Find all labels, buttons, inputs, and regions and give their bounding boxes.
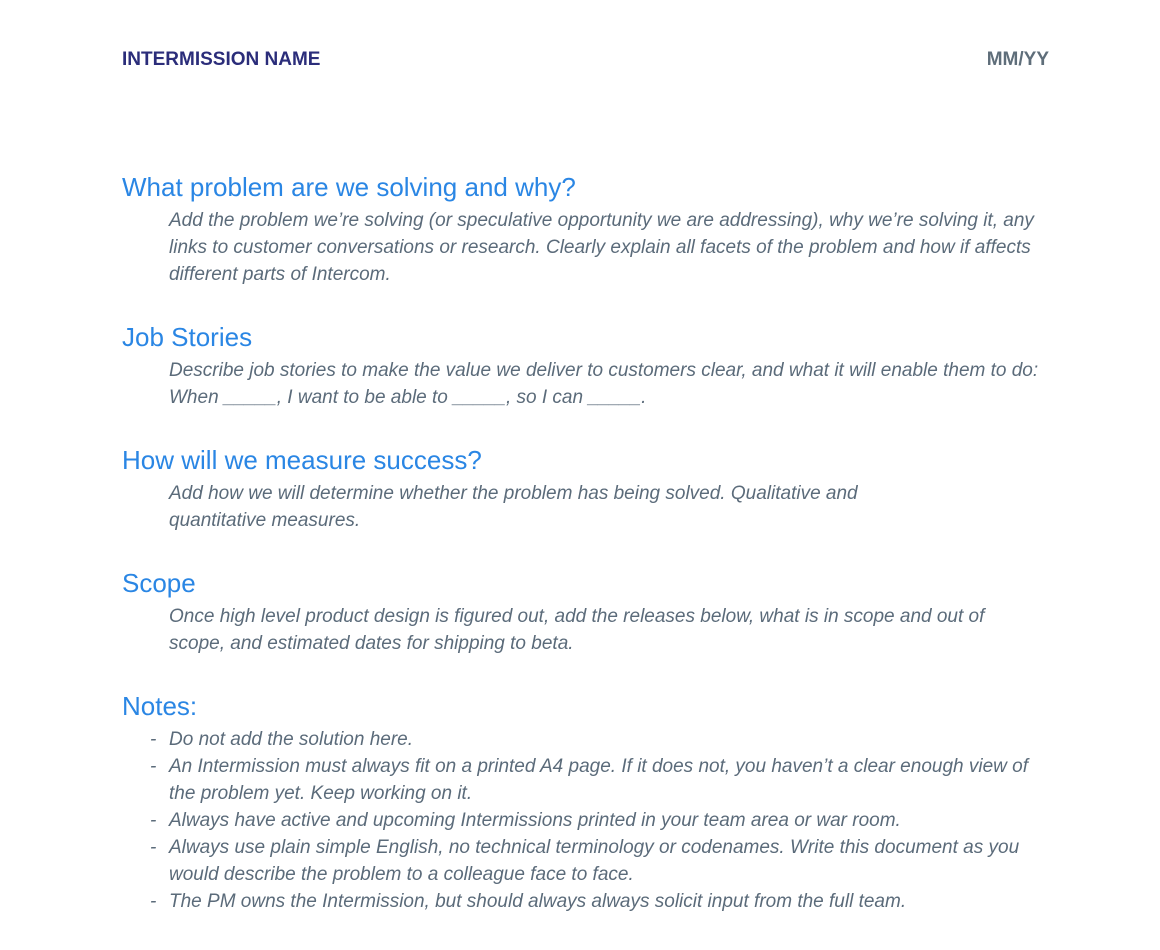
- list-item: - Always have active and upcoming Intermissions printed in your team area or war room.: [122, 807, 1062, 834]
- list-item: - The PM owns the Intermission, but should always always solicit input from the full team.: [122, 888, 1062, 915]
- section-body: Describe job stories to make the value we deliver to customers clear, and what it will enable them to do: When _____, I want to be able to _____, so I can _____.: [169, 360, 1039, 408]
- bullet-dash: -: [150, 837, 157, 858]
- document-date: MM/YY: [986, 49, 1049, 70]
- bullet-dash: -: [150, 810, 157, 831]
- section-success: [122, 445, 1062, 534]
- list-item: - Do not add the solution here.: [122, 726, 1062, 753]
- bullet-dash: -: [150, 756, 157, 777]
- notes-heading: Notes:: [122, 691, 198, 721]
- section-scope: [122, 568, 1062, 657]
- list-item: - Always use plain simple English, no technical terminology or codenames. Write this document as you would describe the problem to a colleague face to face.: [122, 834, 1029, 888]
- bullet-dash: -: [150, 891, 157, 912]
- section-body: Add the problem we’re solving (or speculative opportunity we are addressing), why we’re solving it, any links to customer conversations or research. Clearly explain all facets of the problem and how if affects different parts of Intercom.: [169, 210, 1034, 285]
- section-heading: Scope: [122, 568, 196, 598]
- section-body: Add how we will determine whether the problem has being solved. Qualitative and quantitative measures.: [169, 483, 858, 531]
- section-heading: What problem are we solving and why?: [122, 172, 576, 202]
- section-body: Once high level product design is figured out, add the releases below, what is in scope and out of scope, and estimated dates for shipping to beta.: [169, 606, 985, 654]
- notes-list: [122, 726, 1062, 915]
- section-job-stories: [122, 322, 1062, 411]
- section-heading: How will we measure success?: [122, 445, 482, 475]
- section-heading: Job Stories: [122, 322, 253, 352]
- section-problem: [122, 172, 1062, 288]
- section-notes: [122, 691, 1062, 915]
- document-title: INTERMISSION NAME: [122, 49, 321, 70]
- bullet-dash: -: [150, 729, 157, 750]
- list-item: - An Intermission must always fit on a printed A4 page. If it does not, you haven’t a clear enough view of the problem yet. Keep working on it.: [122, 753, 1029, 807]
